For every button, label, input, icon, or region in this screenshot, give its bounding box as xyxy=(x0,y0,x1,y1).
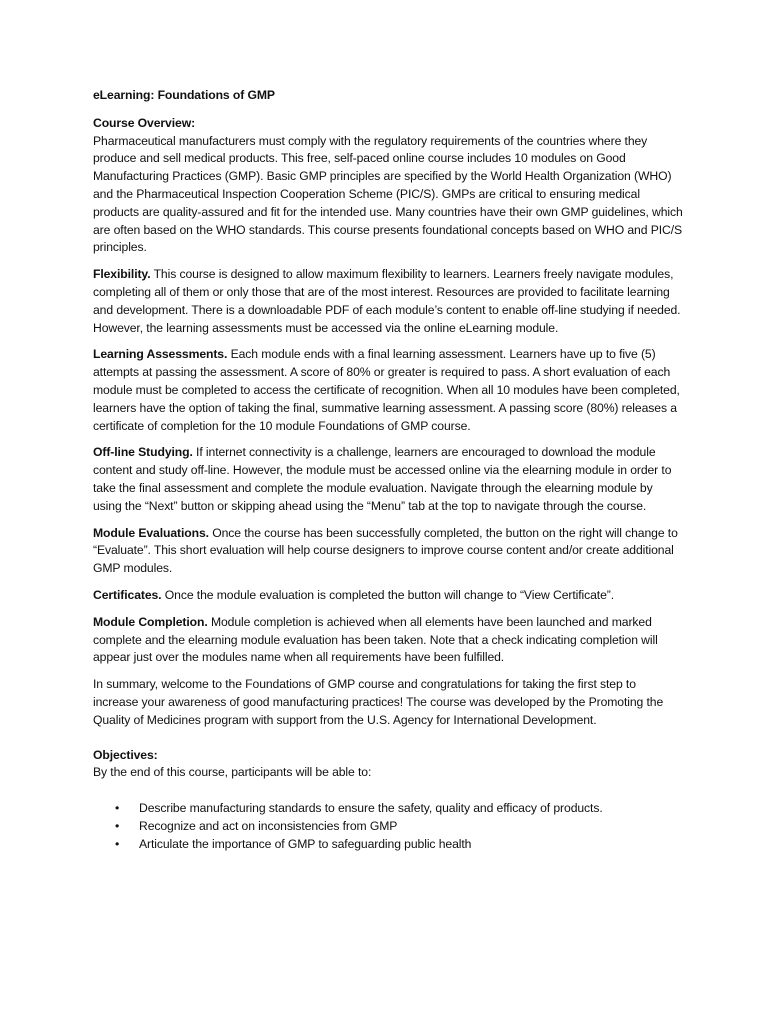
module-evaluations-paragraph xyxy=(93,525,683,578)
offline-studying-heading: Off-line Studying. xyxy=(93,445,193,460)
module-evaluations-heading: Module Evaluations. xyxy=(93,525,209,540)
list-item xyxy=(93,800,683,818)
course-overview-text: Pharmaceutical manufacturers must comply with the regulatory requirements of the countries where they produce and sell medical products. This free, self-paced online course includes 10 modules on Good Manufacturing Practices (GMP). Basic GMP principles are specified by the World Health Organization (WHO) and the Pharmaceutical Inspection Cooperation Scheme (PIC/S). GMPs are critical to ensuring medical products are quality-assured and fit for the intended use. Many countries have their own GMP guidelines, which are often based on the WHO standards. This course presents foundational concepts based on WHO and PIC/S principles. xyxy=(93,133,683,255)
objectives-heading: Objectives: xyxy=(93,747,158,762)
flexibility-paragraph xyxy=(93,266,683,337)
offline-studying-text: If internet connectivity is a challenge, learners are encouraged to download the module content and study off-line. However, the module must be accessed online via the elearning module in order to take the final assessment and complete the module evaluation. Navigate through the elearning module by using the “Next” button or skipping ahead using the “Menu” tab at the top to navigate through the course. xyxy=(93,445,672,513)
objectives-list xyxy=(93,800,683,853)
document-body xyxy=(93,87,683,853)
course-overview-heading: Course Overview: xyxy=(93,115,196,130)
bullet-icon: • xyxy=(115,801,120,816)
module-evaluations-text: Once the course has been successfully completed, the button on the right will change to “Evaluate”. This short evaluation will help course designers to improve course content and/or create additional GMP modules. xyxy=(93,525,678,576)
module-completion-paragraph xyxy=(93,614,683,667)
module-completion-heading: Module Completion. xyxy=(93,614,208,629)
objective-text: Articulate the importance of GMP to safeguarding public health xyxy=(139,836,472,851)
certificates-text: Once the module evaluation is completed the button will change to “View Certificate”. xyxy=(161,587,615,602)
summary-paragraph: In summary, welcome to the Foundations of GMP course and congratulations for taking the first step to increase your awareness of good manufacturing practices! The course was developed by the Promoting the Quality of Medicines program with support from the U.S. Agency for International Development. xyxy=(93,677,664,727)
flexibility-text: This course is designed to allow maximum flexibility to learners. Learners freely navigate modules, completing all of them or only those that are of the most interest. Resources are provided to facilitate learning and development. There is a downloadable PDF of each module’s content to enable off-line studying if needed. However, the learning assessments must be accessed via the online eLearning module. xyxy=(93,267,681,335)
offline-studying-paragraph xyxy=(93,444,683,515)
bullet-icon: • xyxy=(115,818,120,833)
document-title: eLearning: Foundations of GMP xyxy=(93,88,275,102)
module-completion-text: Module completion is achieved when all elements have been launched and marked complete and the elearning module evaluation has been taken. Note that a check indicating completion will appear just over the modules name when all requirements have been fulfilled. xyxy=(93,614,658,665)
learning-assessments-text: Each module ends with a final learning assessment. Learners have up to five (5) attempts at passing the assessment. A score of 80% or greater is required to pass. A short evaluation of each module must be completed to access the certificate of recognition. When all 10 modules have been completed, learners have the option of taking the final, summative learning assessment. A passing score (80%) releases a certificate of completion for the 10 module Foundations of GMP course. xyxy=(93,347,680,433)
certificates-paragraph xyxy=(93,587,683,605)
bullet-icon: • xyxy=(115,836,120,851)
objective-text: Recognize and act on inconsistencies from GMP xyxy=(139,818,398,833)
objective-text: Describe manufacturing standards to ensure the safety, quality and efficacy of products. xyxy=(139,801,603,816)
flexibility-heading: Flexibility. xyxy=(93,267,151,282)
objectives-intro: By the end of this course, participants will be able to: xyxy=(93,765,372,780)
certificates-heading: Certificates. xyxy=(93,587,162,602)
list-item xyxy=(93,818,683,836)
learning-assessments-heading: Learning Assessments. xyxy=(93,347,228,362)
list-item xyxy=(93,836,683,854)
learning-assessments-paragraph xyxy=(93,346,683,435)
